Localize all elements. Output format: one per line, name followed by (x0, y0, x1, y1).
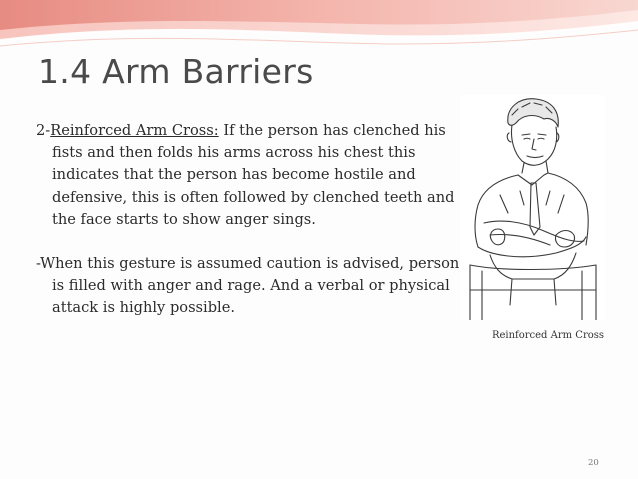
header-wave-decoration (0, 0, 638, 60)
slide-title: 1.4 Arm Barriers (38, 52, 314, 91)
reinforced-arm-cross-illustration (460, 95, 605, 320)
paragraph-prefix: 2- (36, 122, 51, 139)
paragraph-caution: -When this gesture is assumed caution is advised, person is filled with anger and rage. And a verbal or physical attack is highly possible. (36, 255, 460, 317)
image-caption: Reinforced Arm Cross (491, 330, 605, 341)
paragraph-reinforced-arm-cross (36, 120, 466, 231)
paragraph-text: If the person has clenched his fists and then folds his arms across his chest this indicates that the person has become hostile and defensive, this is often followed by clenched teeth and the face starts to show anger sings. (52, 122, 455, 228)
paragraph-heading: Reinforced Arm Cross: (50, 122, 219, 139)
page-number: 20 (588, 458, 599, 468)
body-text (36, 120, 466, 320)
